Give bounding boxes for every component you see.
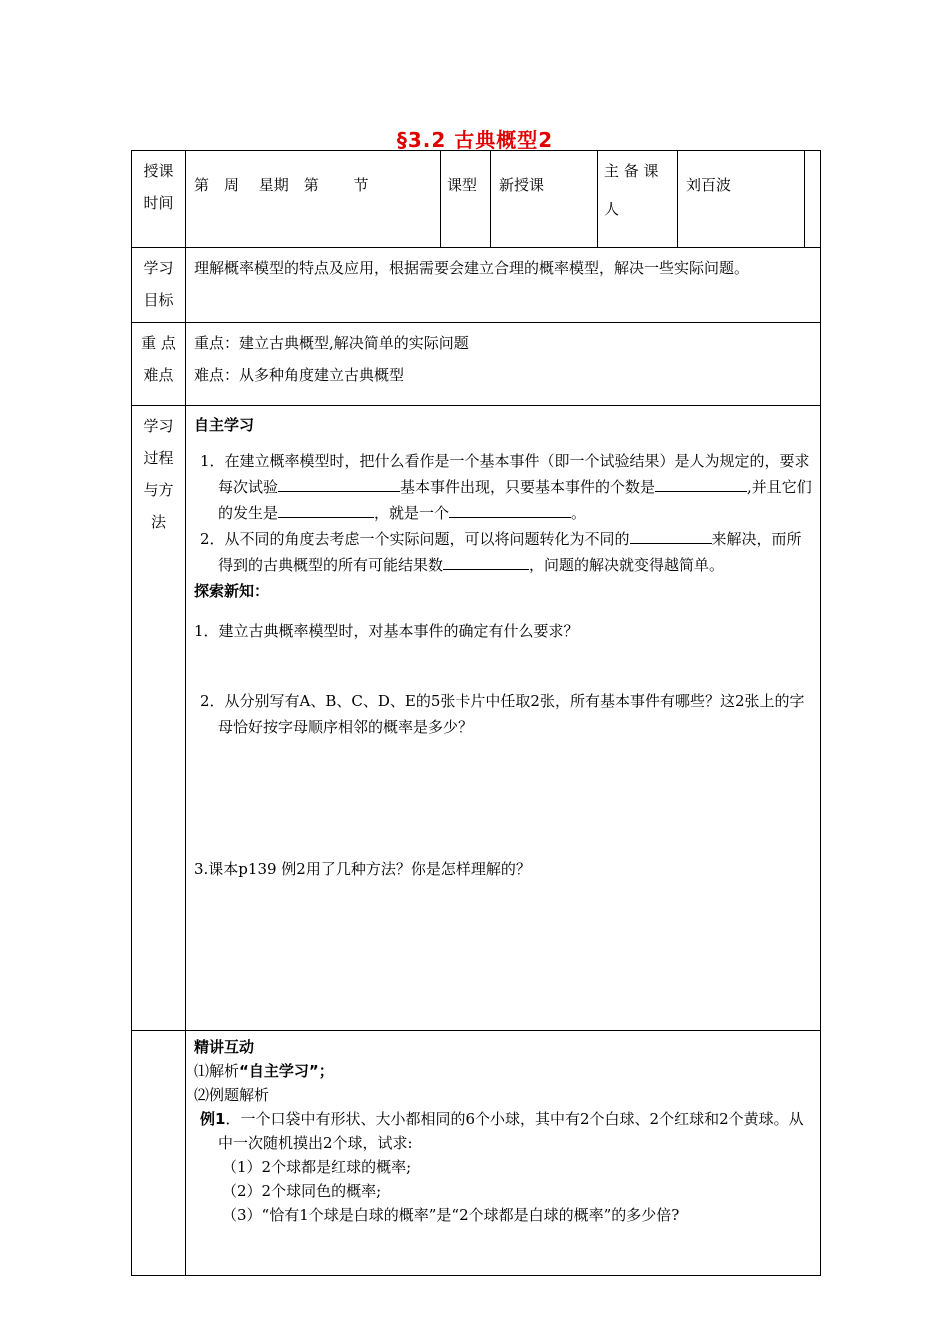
header-row (132, 151, 821, 248)
key-point: 重点：建立古典概型,解决简单的实际问题 (194, 334, 469, 352)
blank (278, 501, 374, 518)
focus-content (186, 323, 821, 406)
blank (630, 527, 712, 544)
blank (443, 553, 529, 570)
type-label: 课型 (441, 151, 491, 248)
interaction-row (132, 1031, 821, 1276)
explore-q3: 3.课本p139 例2用了几种方法？你是怎样理解的？ (194, 860, 531, 878)
self-study-q2: 2．从不同的角度去考虑一个实际问题，可以将问题转化为不同的 来解决，而所得到的古典概型的所有可能结果数 ，问题的解决就变得越简单。 (194, 526, 812, 578)
blank (278, 475, 400, 492)
example-1: 例1．一个口袋中有形状、大小都相同的6个小球，其中有2个白球、2个红球和2个黄球。从中一次随机摸出2个球，试求: (200, 1110, 804, 1152)
blank (655, 475, 705, 492)
goals-text: 理解概率模型的特点及应用，根据需要会建立合理的概率模型，解决一些实际问题。 (186, 248, 821, 323)
page-title: §3.2 古典概型2 (396, 128, 554, 152)
difficult-point: 难点：从多种角度建立古典概型 (194, 366, 405, 384)
interaction-content (186, 1031, 821, 1276)
self-study-title: 自主学习 (194, 416, 255, 434)
type-value: 新授课 (491, 151, 598, 248)
lesson-plan-table (131, 150, 821, 1276)
self-study-q1: 1．在建立概率模型时，把什么看作是一个基本事件（即一个试验结果）是人为规定的，要求每次试验 基本事件出现，只要基本事件的个数是 ,并且它们的发生是 ，就是一个 。 (200, 452, 812, 522)
example-1-part-2: （2）2个球同色的概率; (222, 1182, 382, 1200)
example-1-part-3: （3）“恰有1个球是白球的概率”是“2个球都是白球的概率”的多少倍? (222, 1206, 680, 1224)
interaction-step-2: ⑵例题解析 (194, 1086, 270, 1104)
explore-q2: 2．从分别写有A、B、C、D、E的5张卡片中任取2张，所有基本事件有哪些？这2张上的字母恰好按字母顺序相邻的概率是多少？ (200, 692, 805, 736)
goals-row (132, 248, 821, 323)
focus-row (132, 323, 821, 406)
interaction-title: 精讲互动 (194, 1038, 255, 1056)
blank (705, 475, 747, 492)
process-content (186, 406, 821, 1031)
author-value: 刘百波 (678, 151, 805, 248)
example-1-part-1: （1）2个球都是红球的概率; (222, 1158, 412, 1176)
interaction-step-1: ⑴解析“自主学习”； (194, 1062, 334, 1080)
explore-title: 探索新知： (194, 582, 270, 600)
time-label: 授课 时间 (132, 151, 186, 248)
time-value: 第 周 星期 第 节 (186, 151, 441, 248)
focus-label: 重 点 难点 (132, 323, 186, 406)
explore-q1: 1．建立古典概率模型时，对基本事件的确定有什么要求？ (194, 622, 579, 640)
process-label: 学习 过程 与方 法 (132, 406, 186, 1031)
author-label: 主 备 课 人 (598, 151, 678, 248)
goals-label: 学习 目标 (132, 248, 186, 323)
process-row (132, 406, 821, 1031)
blank (449, 501, 571, 518)
